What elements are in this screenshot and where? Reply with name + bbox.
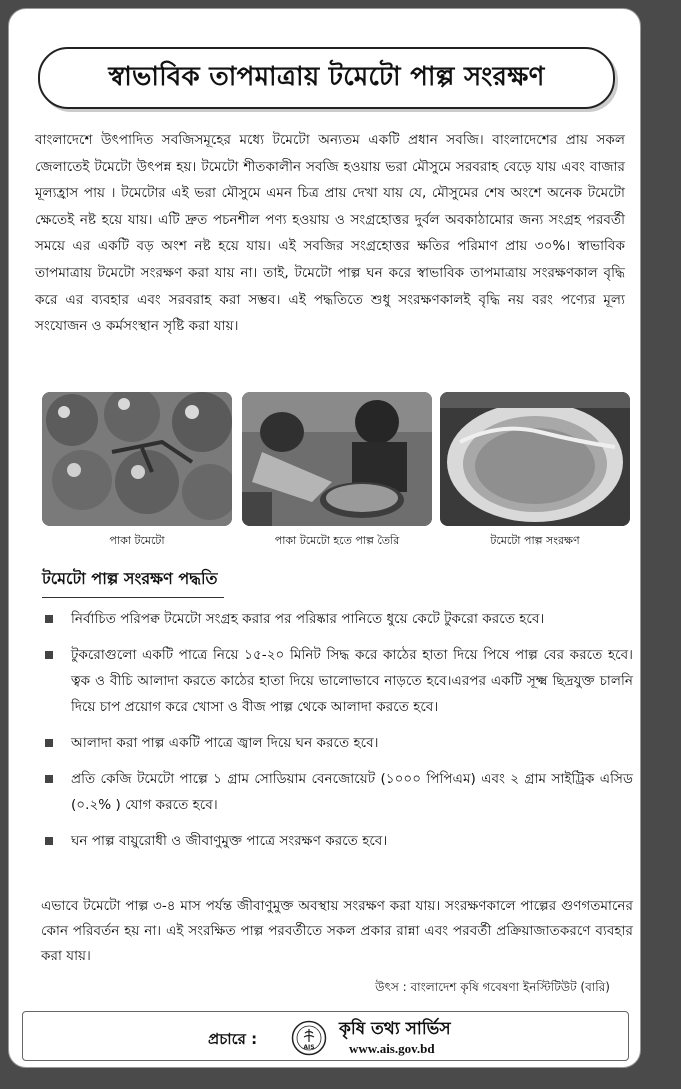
ais-logo-icon xyxy=(291,1020,327,1056)
list-item xyxy=(41,642,633,720)
list-item xyxy=(41,828,633,854)
step-text: ঘন পাল্প বায়ুরোধী ও জীবাণুমুক্ত পাত্রে সংরক্ষণ করতে হবে। xyxy=(71,833,388,849)
pulp-storage-photo xyxy=(440,392,630,526)
bullet-icon xyxy=(45,651,53,659)
intro-paragraph: বাংলাদেশে উৎপাদিত সবজিসমূহের মধ্যে টমেটো অন্যতম একটি প্রধান সবজি। বাংলাদেশের প্রায় সকল জেলাতেই টমেটো উৎপন্ন হয়। টমেটো শীতকালীন সবজি হওয়ায় ভরা মৌসুমে সরবরাহ বেড়ে যায় এবং বাজার মূল্যহ্রাস পায় । টমেটোর এই ভরা মৌসুমে এমন চিত্র প্রায় দেখা যায় যে, মৌসুমের শেষ অংশে অনেক টমেটো ক্ষেতেই নষ্ট হয়ে যায়। এটি দ্রুত পচনশীল পণ্য হওয়ায় ও সংগ্রহোত্তর দুর্বল অবকাঠামোর জন্য সংগ্রহ পরবর্তী সময়ে এর একটি বড় অংশ নষ্ট হয়ে যায়। এই সবজির সংগ্রহোত্তর ক্ষতির পরিমাণ প্রায় ৩০%। স্বাভাবিক তাপমাত্রায় টমেটো সংরক্ষণ করা যায় না। তাই, টমেটো পাল্প ঘন করে স্বাভাবিক তাপমাত্রায় সংরক্ষণকাল বৃদ্ধি করে এর ব্যবহার এবং সরবরাহ করা সম্ভব। এই পদ্ধতিতে শুধু সংরক্ষণকালই বৃদ্ধি নয় বরং পণ্যের মূল্য সংযোজন ও কর্মসংস্থান সৃষ্টি করা যায়। xyxy=(35,132,625,335)
bullet-icon xyxy=(45,775,53,783)
list-item xyxy=(41,606,633,632)
bullet-icon xyxy=(45,837,53,845)
method-heading: টমেটো পাল্প সংরক্ষণ পদ্ধতি xyxy=(42,566,218,593)
step-text: টুকরোগুলো একটি পাত্রে নিয়ে ১৫-২০ মিনিট সিদ্ধ করে কাঠের হাতা দিয়ে পিষে পাল্প বের করতে হবে। ত্বক ও বীচি আলাদা করতে কাঠের হাতা দিয়ে ভালোভাবে নাড়তে হবে।এরপর একটি সূক্ষ্ম ছিদ্রযুক্ত চালনি দিয়ে চাপ প্রয়োগ করে খোসা ও বীজ পাল্প থেকে আলাদা করতে হবে। xyxy=(71,647,633,715)
photo-caption: পাকা টমেটো হতে পাল্প তৈরি xyxy=(274,534,400,547)
title-banner xyxy=(38,47,615,109)
footer xyxy=(22,1011,629,1061)
poster xyxy=(8,8,641,1068)
photo-caption: পাকা টমেটো xyxy=(109,534,165,547)
list-item xyxy=(41,730,633,756)
bullet-icon xyxy=(45,615,53,623)
page-title: স্বাভাবিক তাপমাত্রায় টমেটো পাল্প সংরক্ষণ xyxy=(108,62,545,92)
conclusion-paragraph: এভাবে টমেটো পাল্প ৩-৪ মাস পর্যন্ত জীবাণুমুক্ত অবস্থায় সংরক্ষণ করা যায়। সংরক্ষণকালে পাল্পের গুণগতমানের কোন পরিবর্তন হয় না। এই সংরক্ষিত পাল্প পরবর্তীতে সকল প্রকার রান্না এবং পরবর্তী প্রক্রিয়াজাতকরণে ব্যবহার করা যায়। xyxy=(41,898,633,964)
org-url-link[interactable]: www.ais.gov.bd xyxy=(349,1041,435,1056)
step-text: প্রতি কেজি টমেটো পাল্পে ১ গ্রাম সোডিয়াম বেনজোয়েট (১০০০ পিপিএম) এবং ২ গ্রাম সাইট্রিক এসিড (০.২% ) যোগ করতে হবে। xyxy=(71,771,633,813)
ripe-tomatoes-photo xyxy=(42,392,232,526)
logo-text: AIS xyxy=(303,1044,315,1051)
photo-strip xyxy=(42,392,632,552)
list-item xyxy=(41,766,633,818)
promo-label: প্রচারে : xyxy=(208,1030,258,1048)
photo-caption: টমেটো পাল্প সংরক্ষণ xyxy=(490,534,580,547)
steps-list xyxy=(41,606,633,854)
bullet-icon xyxy=(45,739,53,747)
org-name: কৃষি তথ্য সার্ভিস xyxy=(339,1019,451,1039)
step-text: আলাদা করা পাল্প একটি পাত্রে জ্বাল দিয়ে ঘন করতে হবে। xyxy=(71,735,379,751)
pulp-making-photo xyxy=(242,392,432,526)
step-text: নির্বাচিত পরিপক্ব টমেটো সংগ্রহ করার পর পরিষ্কার পানিতে ধুয়ে কেটে টুকরো করতে হবে। xyxy=(71,611,545,627)
source-credit: উৎস : বাংলাদেশ কৃষি গবেষণা ইনস্টিটিউট (বারি) xyxy=(375,980,610,994)
